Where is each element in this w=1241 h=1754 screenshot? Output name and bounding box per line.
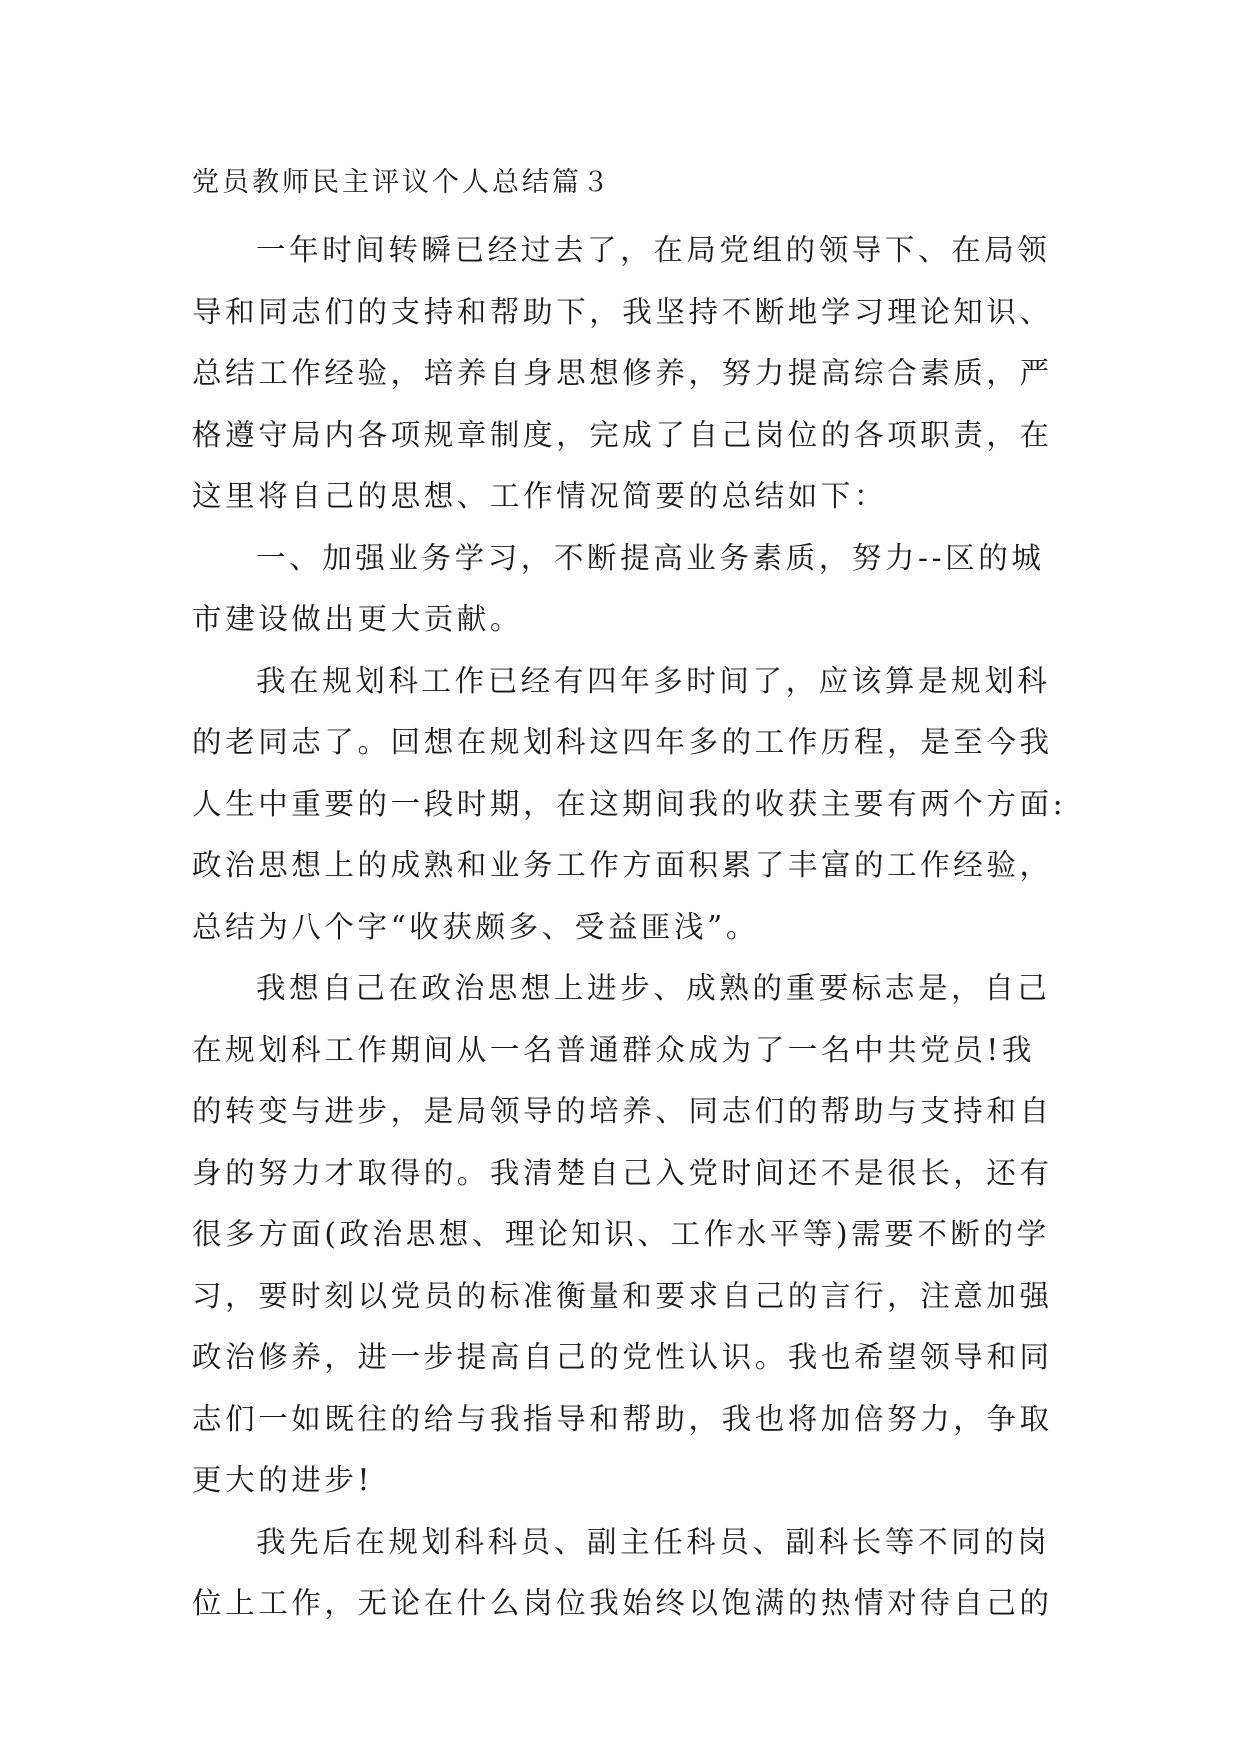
document-body [192,220,1072,1635]
paragraph [192,651,1072,959]
document-title: 党员教师民主评议个人总结篇３ [192,167,612,198]
paragraph-line: 我先后在规划科科员、副主任科员、副科长等不同的岗 [256,1524,1051,1559]
paragraph-line: 的老同志了。回想在规划科这四年多的工作历程，是至今我 [192,725,1053,759]
paragraph-line: 市建设做出更大贡献。 [192,602,524,636]
paragraph-line: 位上工作，无论在什么岗位我始终以饱满的热情对待自己的 [192,1586,1053,1620]
paragraph-line: 很多方面(政治思想、理论知识、工作水平等)需要不断的学 [192,1217,1050,1251]
paragraph [192,528,1072,651]
paragraph-line: 政治思想上的成熟和业务工作方面积累了丰富的工作经验， [192,848,1053,882]
paragraph-line: 我在规划科工作已经有四年多时间了，应该算是规划科 [256,663,1051,698]
paragraph-line: 的转变与进步，是局领导的培养、同志们的帮助与支持和自 [192,1094,1053,1128]
paragraph-line: 身的努力才取得的。我清楚自己入党时间还不是很长，还有 [192,1155,1053,1190]
paragraph [192,1512,1072,1635]
paragraph-line: 我想自己在政治思想上进步、成熟的重要标志是，自己 [256,971,1051,1005]
paragraph-line: 政治修养，进一步提高自己的党性认识。我也希望领导和同 [192,1340,1053,1374]
paragraph-line: 一、加强业务学习，不断提高业务素质，努力--区的城 [256,540,1045,575]
paragraph-line: 这里将自己的思想、工作情况简要的总结如下： [192,479,888,513]
paragraph-line: 总结工作经验，培养自身思想修养，努力提高综合素质，严 [192,356,1053,390]
paragraph-line: 更大的进步! [192,1463,373,1497]
paragraph-line: 在规划科工作期间从一名普通群众成为了一名中共党员!我 [192,1032,1035,1067]
paragraph-line: 习，要时刻以党员的标准衡量和要求自己的言行，注意加强 [192,1278,1053,1313]
paragraph-line: 一年时间转瞬已经过去了，在局党组的领导下、在局领 [256,233,1051,267]
paragraph-line: 总结为八个字“收获颇多、受益匪浅”。 [192,909,759,944]
paragraph-line: 导和同志们的支持和帮助下，我坚持不断地学习理论知识、 [192,294,1053,329]
paragraph [192,220,1072,528]
paragraph [192,958,1072,1512]
paragraph-line: 人生中重要的一段时期，在这期间我的收获主要有两个方面: [192,786,1067,821]
paragraph-line: 志们一如既往的给与我指导和帮助，我也将加倍努力，争取 [192,1401,1053,1436]
paragraph-line: 格遵守局内各项规章制度，完成了自己岗位的各项职责，在 [192,417,1053,452]
